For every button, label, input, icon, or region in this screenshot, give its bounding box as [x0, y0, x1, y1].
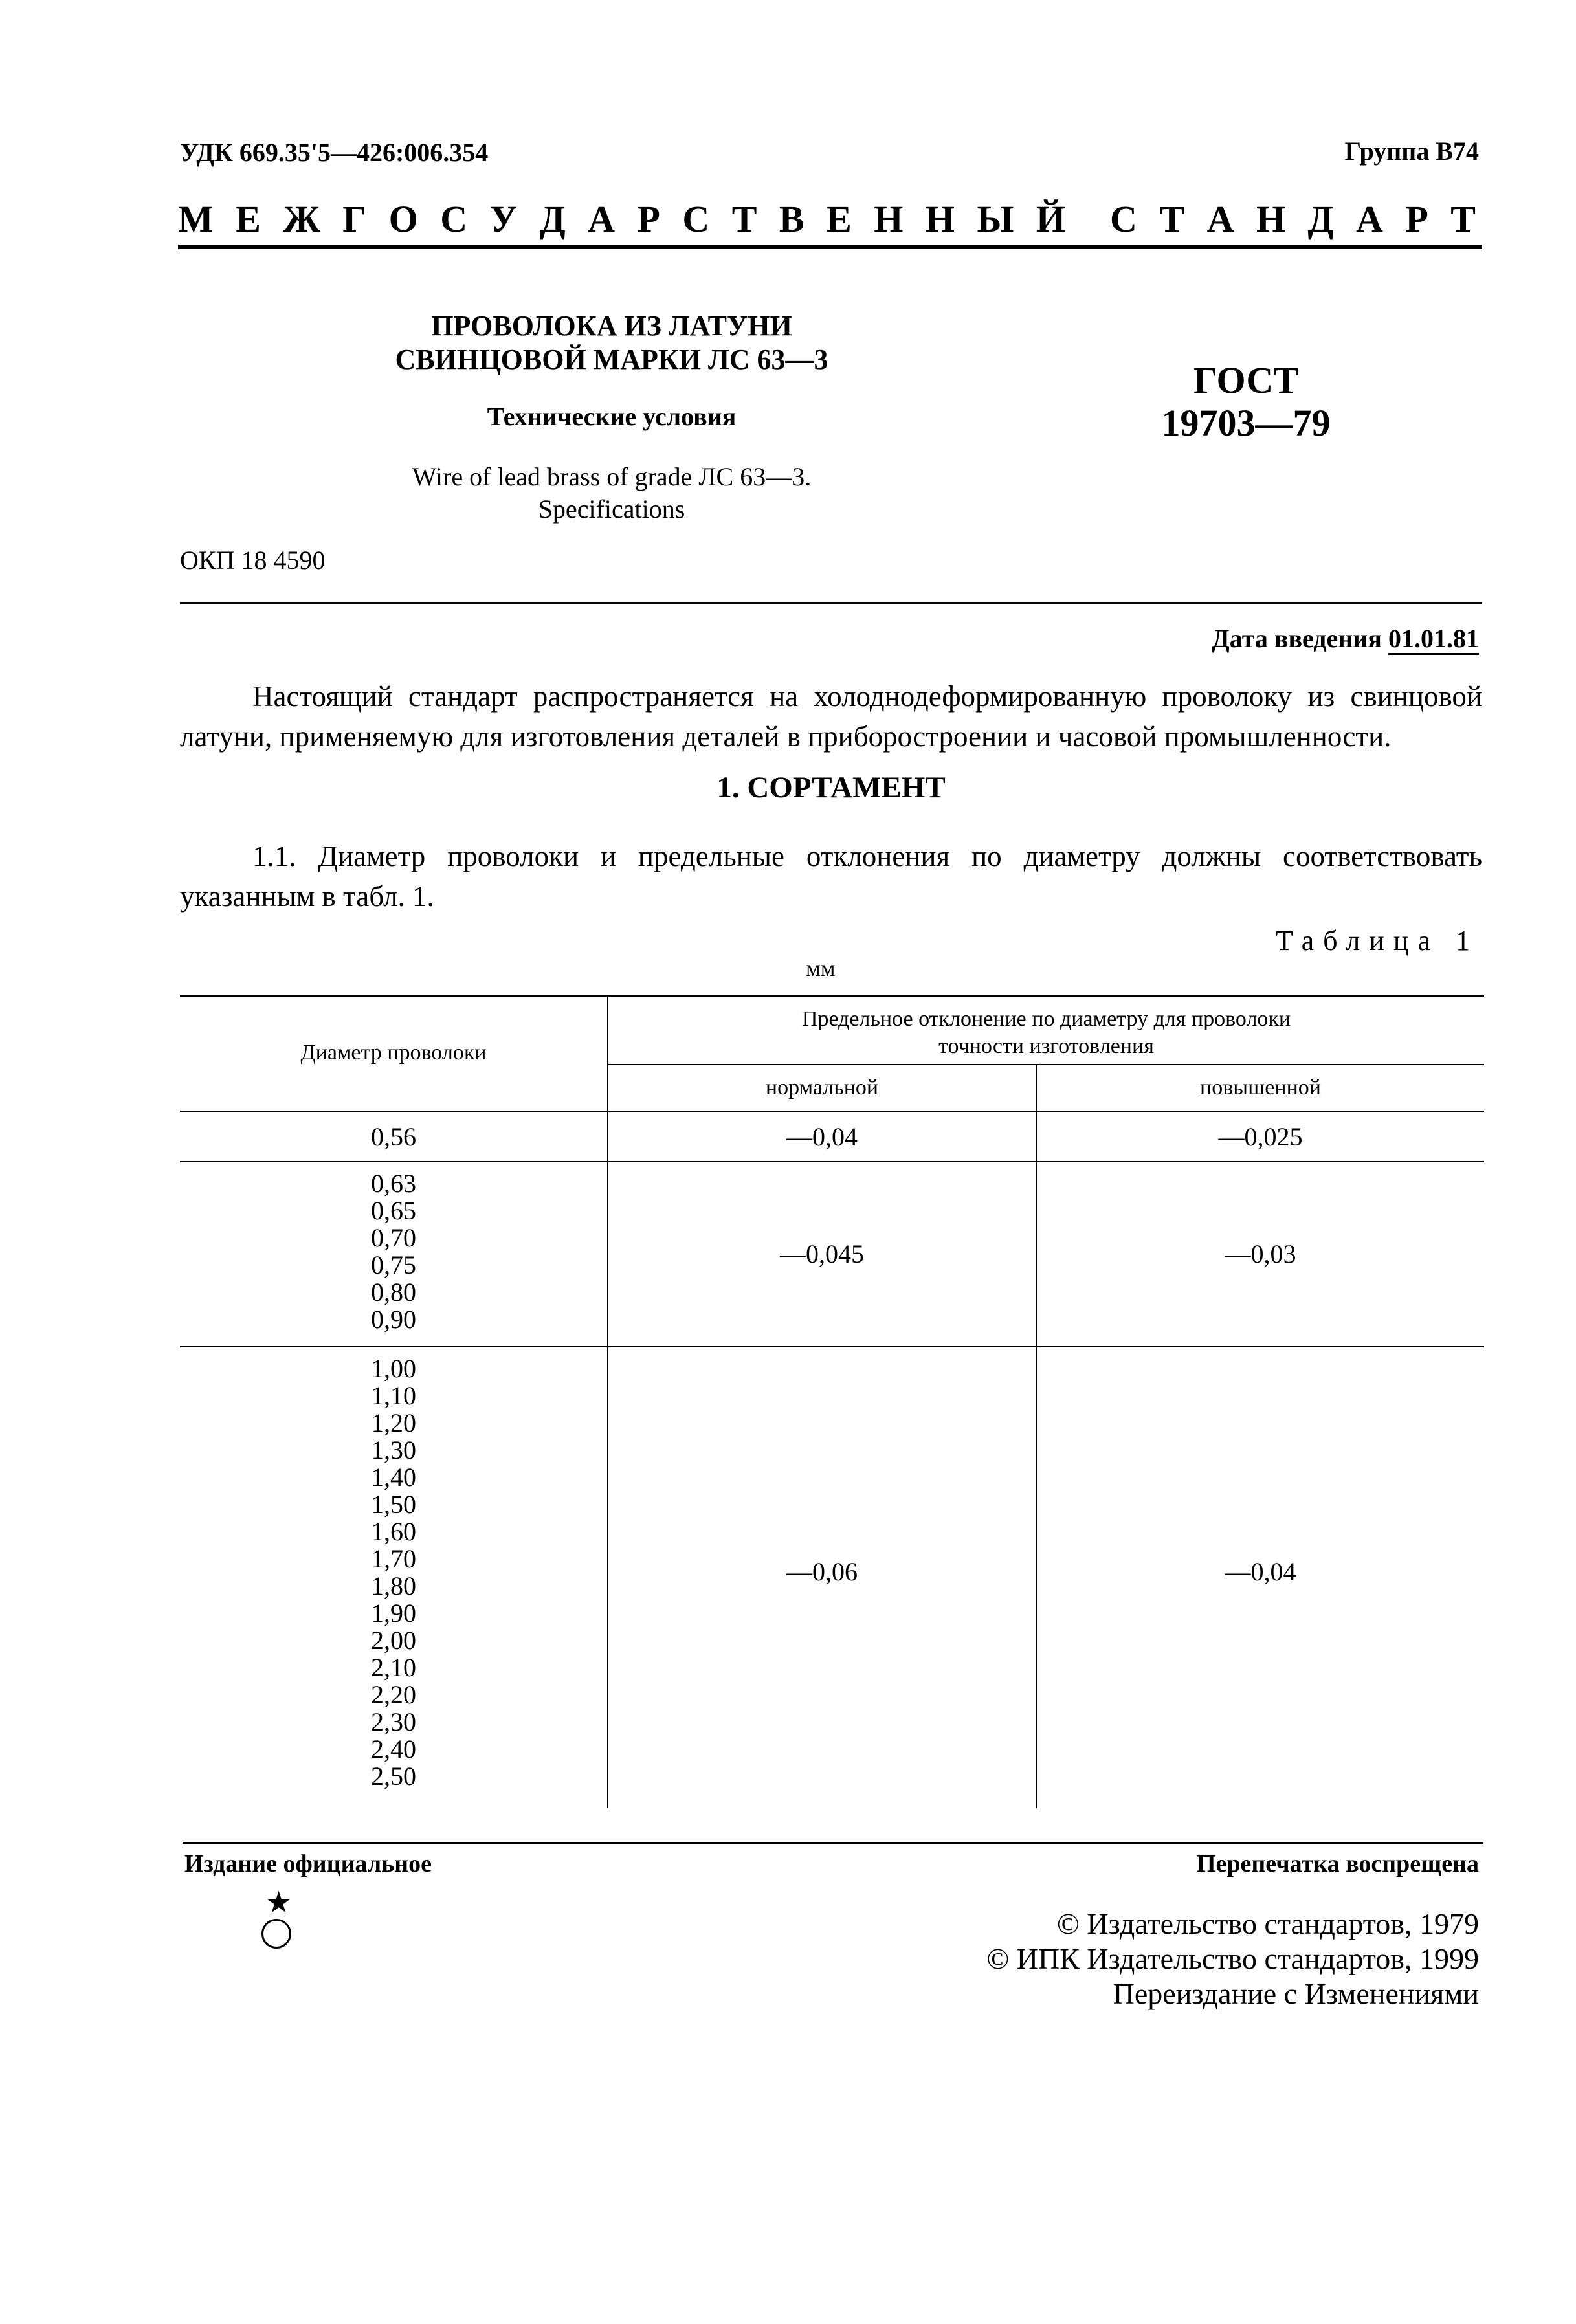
diameter-value: 1,10 [371, 1381, 416, 1410]
header-rule [178, 245, 1482, 249]
table-caption: Таблица 1 [1275, 925, 1479, 957]
table-cell-diameters [180, 1170, 607, 1333]
reprint-prohibited-label: Перепечатка воспрещена [1196, 1850, 1479, 1877]
diameter-value: 0,75 [371, 1250, 416, 1279]
diameter-value: 0,63 [371, 1169, 416, 1198]
copyright-block [986, 1907, 1479, 2011]
column-header-normal: нормальной [765, 1076, 879, 1100]
intro-date-value: 01.01.81 [1388, 624, 1479, 655]
column-header-increased: повышенной [1200, 1076, 1321, 1100]
heading-letter: А [588, 198, 615, 240]
heading-letter: А [1355, 198, 1383, 240]
heading-letter: Д [539, 198, 566, 240]
heading-letter: С [682, 198, 710, 240]
heading-letter: Н [874, 198, 904, 240]
heading-letter: Г [342, 198, 367, 240]
heading-letter: А [1206, 198, 1234, 240]
diameter-value: 1,00 [371, 1354, 416, 1383]
heading-letter: Е [236, 198, 261, 240]
diameter-value: 2,50 [371, 1762, 416, 1791]
title-line-1: ПРОВОЛОКА ИЗ ЛАТУНИ [431, 310, 792, 342]
heading-letter: Т [731, 198, 757, 240]
table-cell-diameter: 0,56 [371, 1122, 416, 1151]
heading-letter: Д [1307, 198, 1334, 240]
table-cell-diameters [180, 1355, 607, 1790]
diameter-value: 2,20 [371, 1680, 416, 1709]
table-col-divider-1 [607, 995, 608, 1808]
diameter-value: 0,90 [371, 1305, 416, 1334]
table-cell-normal: —0,045 [780, 1239, 864, 1268]
diameter-value: 1,30 [371, 1435, 416, 1465]
table-top-rule [180, 995, 1484, 997]
gost-designation [1100, 359, 1392, 445]
heading-letter: Р [637, 198, 660, 240]
heading-letter: О [388, 198, 418, 240]
table-col-divider-2 [1036, 1065, 1037, 1808]
table-group-header-rule [608, 1064, 1484, 1065]
heading-letter: Ж [283, 198, 320, 240]
diameter-value: 1,60 [371, 1517, 416, 1546]
diameter-value: 2,40 [371, 1734, 416, 1764]
diameter-value: 1,70 [371, 1544, 416, 1573]
heading-letter: Й [1036, 198, 1066, 240]
table-cell-increased: —0,025 [1218, 1122, 1303, 1151]
table-1 [180, 995, 1484, 1808]
english-title-line-1: Wire of lead brass of grade ЛС 63—3. [412, 462, 812, 491]
document-subtitle: Технические условия [487, 402, 737, 431]
diameter-value: 1,90 [371, 1599, 416, 1628]
heading-letter: М [178, 198, 214, 240]
interstate-standard-heading [178, 197, 1476, 241]
intro-date [1212, 623, 1479, 654]
heading-letter: Т [1159, 198, 1185, 240]
udk-code: УДК 669.35'5—426:006.354 [180, 138, 489, 167]
english-title-line-2: Specifications [538, 494, 685, 524]
gost-label: ГОСТ [1193, 359, 1298, 401]
diameter-value: 1,40 [371, 1463, 416, 1492]
diameter-value: 1,50 [371, 1490, 416, 1519]
diameter-value: 0,70 [371, 1223, 416, 1252]
table-cell-increased: —0,03 [1225, 1239, 1296, 1268]
intro-date-label: Дата введения [1212, 624, 1382, 653]
table-row-rule [180, 1161, 1484, 1162]
heading-letter: Т [1450, 198, 1476, 240]
intro-paragraph: Настоящий стандарт распространяется на холоднодеформированную проволоку из свинцовой латуни, применяемую для изготовления деталей в приборостроении и часовой промышленности. [180, 680, 1482, 753]
heading-letter: Е [827, 198, 852, 240]
title-line-2: СВИНЦОВОЙ МАРКИ ЛС 63—3 [395, 344, 828, 375]
official-edition-label: Издание официальное [184, 1850, 432, 1877]
heading-letter: Ы [977, 198, 1014, 240]
table-cell-normal: —0,06 [786, 1557, 858, 1586]
heading-letter: С [1110, 198, 1137, 240]
diameter-value: 0,65 [371, 1196, 416, 1225]
paragraph-1-1: 1.1. Диаметр проволоки и предельные отклонения по диаметру должны соответствовать указанным в табл. 1. [180, 840, 1482, 913]
heading-letter: У [489, 198, 518, 240]
diameter-value: 0,80 [371, 1278, 416, 1307]
gost-number: 19703—79 [1161, 402, 1331, 444]
table-cell-normal: —0,04 [786, 1122, 858, 1151]
reissue-note: Переиздание с Изменениями [1113, 1977, 1479, 2010]
diameter-value: 2,00 [371, 1626, 416, 1655]
table-cell-increased: —0,04 [1225, 1557, 1296, 1586]
heading-letter: Р [1405, 198, 1428, 240]
title-rule [180, 602, 1482, 604]
group-code: Группа В74 [1344, 137, 1479, 166]
heading-letter: В [779, 198, 805, 240]
circle-icon [261, 1919, 291, 1949]
star-icon: ★ [265, 1886, 293, 1919]
diameter-value: 1,80 [371, 1571, 416, 1600]
heading-letter: Н [925, 198, 955, 240]
group-header-line-2: точности изготовления [938, 1034, 1154, 1058]
table-row-rule [180, 1346, 1484, 1347]
diameter-value: 2,10 [371, 1653, 416, 1682]
group-header-line-1: Предельное отклонение по диаметру для проволоки [801, 1007, 1291, 1031]
diameter-value: 1,20 [371, 1408, 416, 1437]
copyright-line-1: © Издательство стандартов, 1979 [1056, 1907, 1479, 1940]
document-title [272, 309, 951, 377]
section-title: 1. СОРТАМЕНТ [716, 771, 946, 804]
column-header-diameter: Диаметр проволоки [300, 1041, 487, 1065]
column-group-header [608, 1006, 1484, 1060]
footer-rule [183, 1842, 1483, 1844]
table-unit: мм [806, 955, 836, 981]
heading-letter: Н [1256, 198, 1286, 240]
diameter-value: 2,30 [371, 1707, 416, 1736]
table-header-bottom-rule [180, 1111, 1484, 1112]
english-title [272, 461, 951, 526]
heading-letter: С [440, 198, 468, 240]
okp-code: ОКП 18 4590 [180, 546, 326, 575]
copyright-line-2: © ИПК Издательство стандартов, 1999 [986, 1942, 1479, 1975]
